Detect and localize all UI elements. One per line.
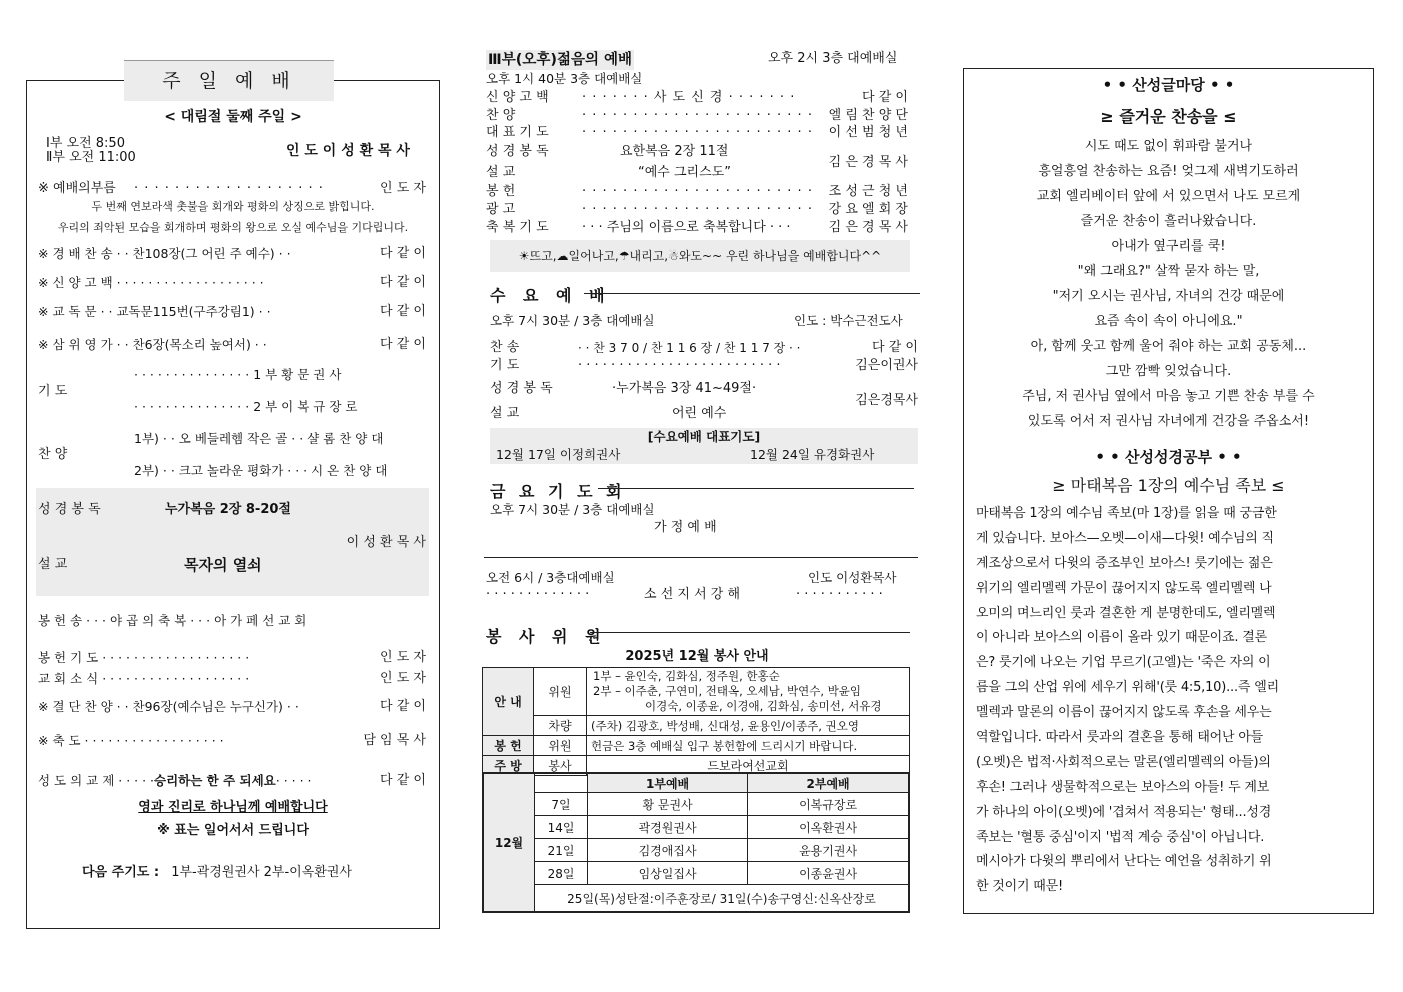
schedule-row xyxy=(483,816,909,839)
wed-reps-title: [수요예배 대표기도] xyxy=(647,429,761,444)
wed-hymn-role: 다 같 이 xyxy=(872,340,918,355)
wed-scripture-label: 성 경 봉 독 xyxy=(490,381,553,396)
fellowship-message: 승리하는 한 주 되세요 xyxy=(154,773,276,788)
creed-role: 다 같 이 xyxy=(380,275,426,290)
fellowship-role: 다 같 이 xyxy=(380,773,426,788)
schedule-day: 21일 xyxy=(535,839,588,862)
study-line: 가 하나의 아이(오벳)에 '겹쳐서 적용되는' 형태...성경 xyxy=(976,804,1272,820)
wednesday-rule xyxy=(584,293,920,294)
offering-prayer-role: 인 도 자 xyxy=(380,650,426,665)
dawn-rule xyxy=(484,557,918,558)
schedule-table xyxy=(482,772,910,913)
study-line: 후손! 그러나 생물학적으로는 보아스의 아들! 두 계보 xyxy=(976,779,1270,795)
study-subtitle: ≥ 마태복음 1장의 예수님 족보 ≤ xyxy=(1052,476,1285,495)
call-note-2: 우리의 죄악된 모습을 회개하며 평화의 왕으로 오실 예수님을 기다립니다. xyxy=(57,221,409,234)
schedule-day: 14일 xyxy=(535,816,588,839)
wednesday-time: 오후 7시 30분 / 3층 대예배실 xyxy=(490,313,655,328)
poem-line: 아내가 옆구리를 쿡! xyxy=(1111,239,1226,254)
guide-row xyxy=(483,668,910,716)
poem-line: "왜 그래요?" 살짝 묻자 하는 말, xyxy=(1077,264,1260,279)
trinity-hymn-role: 다 같 이 xyxy=(380,337,426,352)
special-row xyxy=(483,885,909,913)
schedule-row xyxy=(483,793,909,816)
call-note-1: 두 번째 연보라색 촛불을 회개와 평화의 상징으로 밝힙니다. xyxy=(91,200,375,213)
study-line: 계조상으로서 다윗의 증조부인 보아스! 룻기에는 젊은 xyxy=(976,555,1273,571)
guide-members xyxy=(587,668,910,716)
study-line: 게 있습니다. 보아스—오벳—이새—다윗! 예수님의 직 xyxy=(976,530,1274,546)
car-value: (주차) 김광호, 박성배, 신대성, 윤용인/이종주, 권오영 xyxy=(587,716,910,736)
wed-hymn: · · 찬 3 7 0 / 찬 1 1 6 장 / 찬 1 1 7 장 · · xyxy=(578,341,801,355)
church-news: 교 회 소 식 · · · · · · · · · · · · · · · · · · · xyxy=(38,671,250,686)
offering-prayer: 봉 헌 기 도 · · · · · · · · · · · · · · · · · · · xyxy=(38,650,250,665)
scripture-label: 성 경 봉 독 xyxy=(38,502,101,517)
next-week-prayer xyxy=(82,864,352,882)
poem-line: 즐거운 찬송이 흘러나왔습니다. xyxy=(1080,214,1257,229)
youth-offering-label: 봉 헌 xyxy=(486,184,516,199)
service-committee-rule xyxy=(590,632,910,633)
bullet-icon: • • xyxy=(1102,76,1128,94)
prayer-first: · · · · · · · · · · · · · · · 1 부 황 문 권 사 xyxy=(134,367,342,382)
wed-prayer-label: 기 도 xyxy=(490,358,520,373)
offering-value: 헌금은 3층 예배실 입구 봉헌함에 드리시기 바랍니다. xyxy=(587,736,910,756)
kitchen-label: 주 방 xyxy=(483,756,534,776)
poem-body xyxy=(970,134,1367,434)
youth-creed-role: 다 같 이 xyxy=(862,90,908,105)
study-line: 메시아가 다윗의 뿌리에서 난다는 예언을 성취하기 위 xyxy=(976,854,1272,870)
study-line: 역할입니다. 따라서 룻과의 결혼을 통해 태어난 아들 xyxy=(976,730,1264,746)
church-news-role: 인 도 자 xyxy=(380,671,426,686)
poem-line: 주님, 저 권사님 옆에서 마음 놓고 기쁜 찬송 부를 수 xyxy=(1022,389,1315,404)
choir-label: 찬 양 xyxy=(38,447,68,462)
friday-title: 금 요 기 도 회 xyxy=(490,482,626,501)
schedule-header xyxy=(483,773,909,793)
creed: ※ 신 양 고 백 · · · · · · · · · · · · · · · · · · · xyxy=(38,275,264,290)
friday-time: 오후 7시 30분 / 3층 대예배실 xyxy=(490,502,655,517)
poem-line: 아, 함께 웃고 함께 울어 줘야 하는 교회 공동체... xyxy=(1030,339,1307,354)
choir-second: 2부) · · 크고 놀라운 평화가 · · · 시 온 찬 양 대 xyxy=(134,463,388,478)
advent-subtitle: < 대림절 둘째 주일 > xyxy=(164,109,302,125)
hymn-of-praise-role: 다 같 이 xyxy=(380,246,426,261)
wed-scripture: ·누가복음 3장 41~49절· xyxy=(612,381,757,396)
call-dots: · · · · · · · · · · · · · · · · · · · xyxy=(134,181,324,196)
offering-member: 위원 xyxy=(534,736,587,756)
writing-title-text: 산성글마당 xyxy=(1132,76,1205,94)
youth-preacher: 김 은 경 목 사 xyxy=(828,155,908,170)
preacher: 이 성 환 목 사 xyxy=(346,535,426,550)
car-row xyxy=(483,716,910,736)
schedule-second: 이복규장로 xyxy=(748,793,909,816)
poem-line: 흥얼흥얼 찬송하는 요즘! 엊그제 새벽기도하러 xyxy=(1038,164,1299,179)
offertory: 봉 헌 송 · · · 야 곱 의 축 복 · · · 아 가 페 선 교 회 xyxy=(38,613,307,628)
standing-note: ※ 표는 일어서서 드립니다 xyxy=(157,823,309,838)
study-line: 은? 룻기에 나오는 기업 무르기(고엘)는 '죽은 자의 이 xyxy=(976,655,1271,671)
benediction-role: 담 임 목 사 xyxy=(363,733,426,748)
kitchen-value: 드보라여선교회 xyxy=(587,756,910,776)
youth-news-role: 강 요 엘 회 장 xyxy=(828,202,908,217)
prayer-label: 기 도 xyxy=(38,384,68,399)
youth-blessing-role: 김 은 경 목 사 xyxy=(828,220,908,235)
friday-rule xyxy=(598,488,914,489)
month-label: 12월 xyxy=(483,773,535,912)
schedule-row xyxy=(483,839,909,862)
worship-footer: 영과 진리로 하나님께 예배합니다 xyxy=(138,800,328,815)
dawn-dots-right: · · · · · · · · · · · xyxy=(796,587,883,602)
youth-sermon: “예수 그리스도” xyxy=(638,165,731,180)
guide-line-2: 2부 – 이주춘, 구연미, 전태옥, 오세남, 박연수, 박윤임 xyxy=(593,684,862,698)
service-leader: 인 도 이 성 환 목 사 xyxy=(286,143,410,159)
youth-creed-dots: · · · · · · · 사 도 신 경 · · · · · · · xyxy=(582,90,796,105)
youth-blessing: · · · 주님의 이름으로 축복합니다 · · · xyxy=(582,220,791,235)
poem-line: 요즘 속이 속이 아니에요." xyxy=(1094,314,1243,329)
dawn-dots-left: · · · · · · · · · · · · · xyxy=(486,587,590,602)
study-line: 족보는 '혈통 중심'이지 '법적 계승 중심'이 아닙니다. xyxy=(976,829,1265,845)
call-role: 인 도 자 xyxy=(380,181,426,196)
service-time-2: Ⅱ부 오전 11:00 xyxy=(46,150,136,165)
poem-line: "저기 오시는 권사님, 자녀의 건강 때문에 xyxy=(1052,289,1285,304)
schedule-day: 7일 xyxy=(535,793,588,816)
wed-preacher: 김은경목사 xyxy=(855,393,918,408)
schedule-second: 이종윤권사 xyxy=(748,862,909,885)
bullet-icon: • • xyxy=(1209,76,1235,94)
youth-praise-dots: · · · · · · · · · · · · · · · · · · · · · · · xyxy=(582,108,813,123)
youth-scripture: 요한복음 2장 11절 xyxy=(620,144,729,159)
sunday-service-title: 주 일 예 배 xyxy=(124,60,334,101)
poem-line: 시도 때도 없이 휘파람 불거나 xyxy=(1084,139,1253,154)
car-label: 차량 xyxy=(534,716,587,736)
friday-name: 가 정 예 배 xyxy=(654,520,717,535)
youth-sermon-label: 설 교 xyxy=(486,165,516,180)
youth-news-dots: · · · · · · · · · · · · · · · · · · · · · · · xyxy=(582,202,813,217)
service-table xyxy=(482,667,910,776)
study-line: 오미의 며느리인 룻과 결혼한 게 분명한데도, 엘리멜렉 xyxy=(976,605,1276,621)
bullet-icon: • • xyxy=(1217,448,1242,466)
study-title xyxy=(970,447,1367,467)
benediction: ※ 축 도 · · · · · · · · · · · · · · · · · · xyxy=(38,733,224,748)
youth-creed-label: 신 양 고 백 xyxy=(486,90,549,105)
schedule-row xyxy=(483,862,909,885)
schedule-first: 곽경원권사 xyxy=(588,816,748,839)
call-to-worship-label: ※ 예배의부름 xyxy=(38,181,116,196)
responsive-reading-role: 다 같 이 xyxy=(380,304,426,319)
youth-scripture-label: 성 경 봉 독 xyxy=(486,144,549,159)
wed-sermon: 어린 예수 xyxy=(672,406,727,421)
study-line: 마태복음 1장의 예수님 족보(마 1장)를 읽을 때 궁금한 xyxy=(976,506,1277,521)
dawn-name: 소 선 지 서 강 해 xyxy=(644,587,741,602)
study-title-text: 산성성경공부 xyxy=(1125,448,1212,466)
kitchen-member: 봉사 xyxy=(534,756,587,776)
fellowship-dots: · · · · · xyxy=(275,773,312,788)
bullet-icon: • • xyxy=(1095,448,1120,466)
closing-hymn: ※ 결 단 찬 양 · · 찬96장(예수님은 누구신가) · · xyxy=(38,699,299,714)
youth-service-right: 오후 2시 3층 대예배실 xyxy=(768,51,898,66)
day-header xyxy=(535,773,588,793)
service-time-1: Ⅰ부 오전 8:50 xyxy=(46,136,125,151)
poem-line: 교회 엘리베이터 앞에 서 있으면서 나도 모르게 xyxy=(1036,189,1301,204)
sermon-label: 설 교 xyxy=(38,557,68,572)
study-line: 름을 그의 산업 위에 세우기 위해'(룻 4:5,10)...즉 엘리 xyxy=(976,680,1279,696)
responsive-reading: ※ 교 독 문 · · 교독문115번(구주강림1) · · xyxy=(38,304,271,319)
prayer-second: · · · · · · · · · · · · · · · 2 부 이 복 규 장 로 xyxy=(134,399,358,414)
service-committee-title: 봉 사 위 원 xyxy=(486,627,607,646)
next-week-label: 다음 주기도 : xyxy=(82,865,160,880)
schedule-first: 황 문권사 xyxy=(588,793,748,816)
guide-member-label: 위원 xyxy=(534,668,587,716)
wed-rep-1 xyxy=(496,446,620,464)
study-line: 위기의 엘리멜렉 가문이 끊어지지 않도록 엘리멜렉 나 xyxy=(976,580,1272,596)
writing-subtitle: ≥ 즐거운 찬송을 ≤ xyxy=(1100,107,1237,126)
wed-prayer-dots: · · · · · · · · · · · · · · · · · · · · · · · · · xyxy=(578,358,781,373)
second-service-header: 2부예배 xyxy=(748,773,909,793)
study-line: 멜렉과 말론의 이름이 끊어지지 않도록 후손을 세우는 xyxy=(976,705,1272,721)
study-body xyxy=(976,502,1362,900)
dawn-leader: 인도 이성환목사 xyxy=(808,570,897,585)
youth-prayer-role: 이 선 범 청 년 xyxy=(828,125,908,140)
schedule-first: 임상일집사 xyxy=(588,862,748,885)
closing-hymn-role: 다 같 이 xyxy=(380,699,426,714)
wed-sermon-label: 설 교 xyxy=(490,406,520,421)
wed-rep-1-text: 12월 17일 이정희권사 xyxy=(496,447,621,462)
wed-prayer-role: 김은이권사 xyxy=(855,358,918,373)
trinity-hymn: ※ 삼 위 영 가 · · 찬6장(목소리 높여서) · · xyxy=(38,337,267,352)
schedule-second: 윤용기권사 xyxy=(748,839,909,862)
service-table-title: 2025년 12월 봉사 안내 xyxy=(625,649,769,664)
wed-rep-2-text: 12월 24일 유경화권사 xyxy=(750,447,875,462)
weather-banner: ☀뜨고,☁일어나고,☂내리고,☃와도~~ 우린 하나님을 예배합니다^^ xyxy=(490,240,910,272)
poem-line: 있도록 어서 저 권사님 자녀에게 건강을 주옵소서! xyxy=(1027,414,1310,429)
wed-hymn-label: 찬 송 xyxy=(490,340,520,355)
choir-first: 1부) · · 오 베들레헴 작은 골 · · 샬 롬 찬 양 대 xyxy=(134,431,384,446)
offering-label: 봉 헌 xyxy=(483,736,534,756)
scripture-passage: 누가복음 2장 8-20절 xyxy=(165,502,291,517)
special-days: 25일(목)성탄절:이주훈장로/ 31일(수)송구영신:신옥산장로 xyxy=(535,885,910,913)
wednesday-leader: 인도 : 박수근전도사 xyxy=(794,313,903,328)
next-week-value: 1부-곽경원권사 2부-이옥환권사 xyxy=(171,865,352,880)
wednesday-title: 수 요 예 배 xyxy=(490,286,611,305)
youth-blessing-label: 축 복 기 도 xyxy=(486,220,549,235)
youth-prayer-label: 대 표 기 도 xyxy=(486,125,549,140)
youth-prayer-dots: · · · · · · · · · · · · · · · · · · · · · · · xyxy=(582,125,813,140)
guide-line-3: 이경숙, 이종윤, 이경애, 김화심, 송미선, 서유경 xyxy=(645,699,882,713)
study-line: (오벳)은 법적·사회적으로는 말론(엘리멜렉의 아들)의 xyxy=(976,754,1271,770)
wed-rep-2 xyxy=(750,446,874,464)
sermon-title: 목자의 열쇠 xyxy=(184,556,262,574)
study-line: 한 것이기 때문! xyxy=(976,879,1064,895)
fellowship-label: 성 도 의 교 제 · · · · · xyxy=(38,773,155,788)
guide-label: 안 내 xyxy=(483,668,534,736)
guide-line-1: 1부 – 윤인숙, 김화심, 정주원, 한홍순 xyxy=(593,669,780,683)
offering-row xyxy=(483,736,910,756)
study-line: 이 아니라 보아스의 이름이 올라 있기 때문이죠. 결론 xyxy=(976,630,1267,646)
youth-praise-role: 엘 림 찬 양 단 xyxy=(828,108,908,123)
dawn-time: 오전 6시 / 3층대예배실 xyxy=(486,570,615,585)
schedule-second: 이옥환권사 xyxy=(748,816,909,839)
first-service-header: 1부예배 xyxy=(588,773,748,793)
youth-service-time: 오후 1시 40분 3층 대예배실 xyxy=(486,71,643,86)
youth-news-label: 광 고 xyxy=(486,202,516,217)
youth-praise-label: 찬 양 xyxy=(486,108,516,123)
youth-offering-dots: · · · · · · · · · · · · · · · · · · · · · · · xyxy=(582,184,813,199)
youth-service-title: Ⅲ부(오후)젊음의 예배 xyxy=(488,52,633,68)
hymn-of-praise: ※ 경 배 찬 송 · · 찬108장(그 어린 주 예수) · · xyxy=(38,246,291,261)
youth-offering-role: 조 성 근 청 년 xyxy=(828,184,908,199)
schedule-first: 김경애집사 xyxy=(588,839,748,862)
poem-line: 그만 깜빡 잊었습니다. xyxy=(1105,364,1232,379)
schedule-day: 28일 xyxy=(535,862,588,885)
writing-title xyxy=(970,75,1367,95)
fellowship xyxy=(38,772,312,790)
